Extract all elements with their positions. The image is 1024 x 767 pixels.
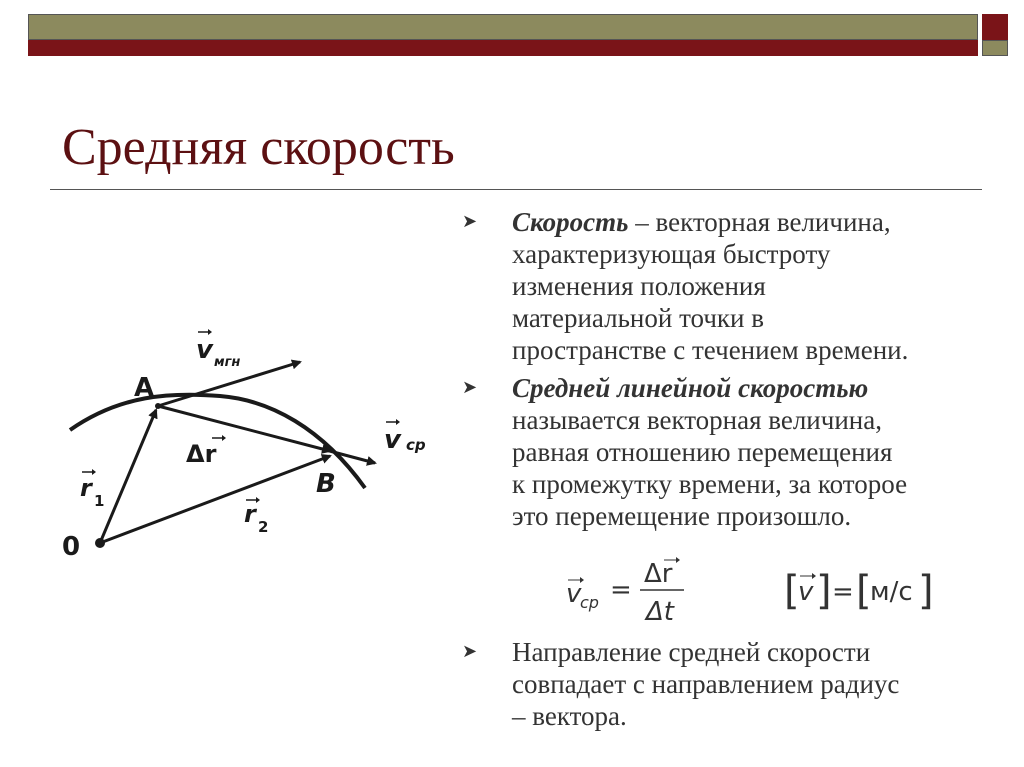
slide-title: Средняя скорость (62, 119, 455, 176)
bracket-left: [ (856, 568, 872, 614)
r2-label: r (244, 500, 256, 528)
bullet-line: пространстве с течением времени. (512, 335, 909, 365)
r1-label: r (80, 474, 92, 502)
bullet-line: это перемещение произошло. (512, 501, 852, 531)
bullet-line: равная отношению перемещения (512, 437, 893, 467)
origin-label: 0 (62, 532, 81, 562)
vector-arrow-head (222, 435, 226, 441)
chevron-right-icon: ➤ (462, 641, 478, 662)
vector-arrow-head (92, 469, 96, 475)
r2-sub: 2 (258, 518, 269, 536)
vector-arrow-head (256, 497, 260, 503)
formula-lhs-symbol: v (566, 579, 582, 609)
formula-equals: = (610, 575, 632, 605)
bracket-left: [ (784, 568, 800, 614)
bullet-line: совпадает с направлением радиус (512, 669, 900, 699)
bullet-line: изменения положения (512, 271, 766, 301)
header-bar-olive (28, 14, 978, 40)
formula-denominator: Δt (646, 597, 674, 627)
chevron-right-icon: ➤ (462, 377, 478, 398)
r1-sub: 1 (94, 492, 105, 510)
formula-numerator: Δr (644, 559, 673, 589)
bullet-line: характеризующая быстроту (512, 239, 831, 269)
instant-velocity-label: v (196, 335, 213, 365)
average-velocity-sub: ср (406, 436, 426, 454)
title-divider (50, 189, 982, 190)
displacement-label: Δr (186, 440, 217, 468)
instant-velocity-sub: мгн (214, 355, 241, 370)
bullet-line: – вектора. (512, 701, 627, 731)
corner-square-olive (982, 40, 1008, 56)
bullet-emphasis: Средней линейной скоростью (512, 373, 869, 403)
bullet-line: к промежутку времени, за которое (512, 469, 908, 499)
point-b-label: B (316, 469, 336, 499)
average-velocity-label: v (384, 425, 401, 455)
corner-square-red (982, 14, 1008, 40)
point-a-marker (155, 403, 161, 409)
bullet-direction (462, 636, 1024, 732)
bullet-definition-speed (462, 206, 1012, 366)
formula-lhs-sub: ср (580, 593, 599, 612)
formula-unit-rhs: м/с (870, 577, 913, 607)
bullet-emphasis: Скорость (512, 207, 629, 237)
bullet-list (462, 206, 1012, 532)
radius-vector-r2 (100, 456, 330, 543)
header-bar (28, 14, 978, 56)
header-bar-red (28, 40, 978, 56)
bracket-right: ] (918, 568, 934, 614)
bracket-right: ] (816, 568, 832, 614)
bullet-line: называется векторная величина, (512, 405, 882, 435)
formula-unit-lhs: v (798, 577, 814, 607)
radius-vector-r1 (100, 410, 156, 543)
bullet-line: Направление средней скорости (512, 637, 871, 667)
formula-unit-equals: = (832, 577, 854, 607)
point-a-label: A (134, 373, 155, 403)
vector-arrow-head (676, 557, 680, 563)
bullet-definition-average-speed (462, 372, 1012, 532)
origin-point (95, 538, 105, 548)
chevron-right-icon: ➤ (462, 211, 478, 232)
average-velocity-formula (560, 552, 980, 632)
bullet-line: – векторная величина, (628, 207, 891, 237)
velocity-diagram (60, 310, 460, 580)
bullet-line: материальной точки в (512, 303, 764, 333)
